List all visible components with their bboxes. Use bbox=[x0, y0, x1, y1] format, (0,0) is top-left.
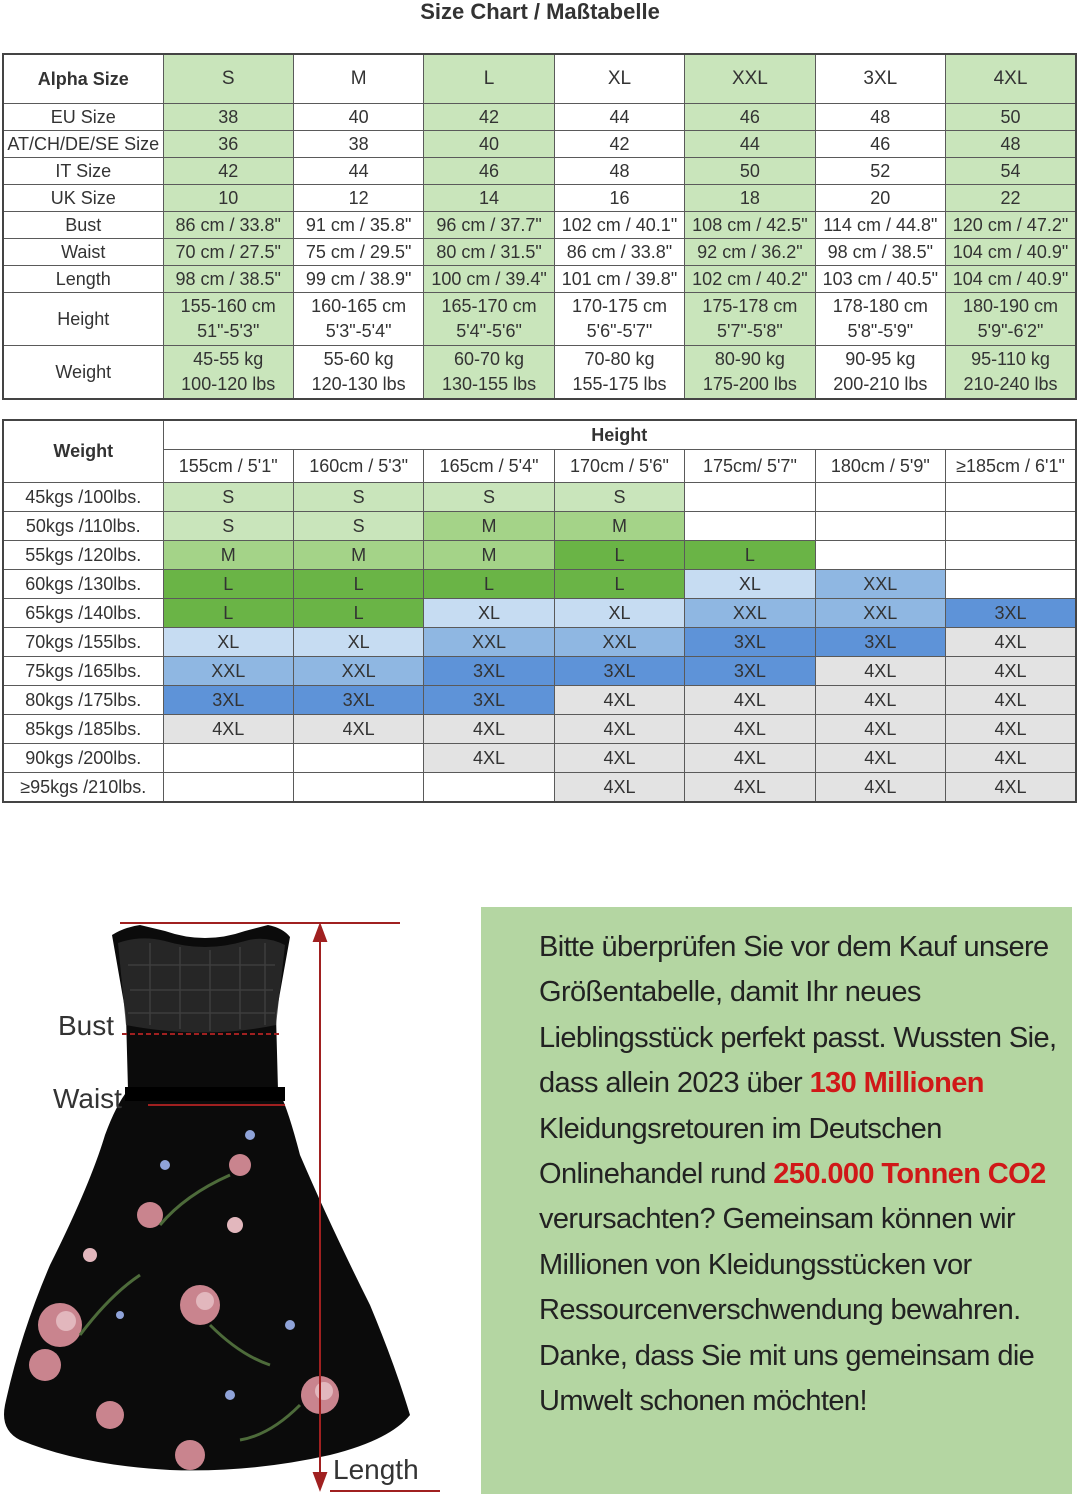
matrix-size-cell: 3XL bbox=[685, 628, 815, 657]
matrix-size-cell: S bbox=[424, 483, 554, 512]
matrix-size-cell: XXL bbox=[424, 628, 554, 657]
matrix-size-cell bbox=[163, 744, 293, 773]
matrix-weight-cell: 55kgs /120lbs. bbox=[3, 541, 163, 570]
notice-highlight-returns: 130 Millionen bbox=[809, 1067, 984, 1100]
matrix-size-cell: L bbox=[554, 570, 684, 599]
matrix-height-header: 180cm / 5'9" bbox=[815, 450, 945, 483]
matrix-row bbox=[3, 512, 1076, 541]
matrix-size-cell: 4XL bbox=[946, 773, 1076, 803]
range-metric: 95-110 kg bbox=[971, 349, 1050, 369]
size-table-row bbox=[3, 104, 1076, 131]
size-range-cell bbox=[815, 293, 945, 346]
size-table bbox=[2, 53, 1077, 400]
matrix-weight-cell: 60kgs /130lbs. bbox=[3, 570, 163, 599]
matrix-size-cell: 4XL bbox=[946, 628, 1076, 657]
size-table-row bbox=[3, 212, 1076, 239]
matrix-size-cell: 4XL bbox=[815, 686, 945, 715]
range-imperial: 100-120 lbs bbox=[181, 374, 276, 394]
matrix-size-cell: 4XL bbox=[685, 744, 815, 773]
notice-text bbox=[539, 925, 1079, 1424]
size-range-cell bbox=[815, 346, 945, 400]
size-cell: 42 bbox=[163, 158, 293, 185]
range-imperial: 5'8"-5'9" bbox=[847, 321, 914, 341]
matrix-size-cell bbox=[685, 512, 815, 541]
matrix-height-header: 155cm / 5'1" bbox=[163, 450, 293, 483]
size-table-row bbox=[3, 266, 1076, 293]
size-cell: 50 bbox=[946, 104, 1076, 131]
size-cell: 42 bbox=[424, 104, 554, 131]
size-cell: 108 cm / 42.5" bbox=[685, 212, 815, 239]
size-range-cell bbox=[685, 346, 815, 400]
matrix-size-cell: 4XL bbox=[815, 773, 945, 803]
matrix-size-cell bbox=[815, 483, 945, 512]
size-cell: 40 bbox=[293, 104, 423, 131]
range-metric: 175-178 cm bbox=[702, 296, 798, 316]
matrix-size-cell: M bbox=[293, 541, 423, 570]
size-cell: 86 cm / 33.8" bbox=[554, 239, 684, 266]
size-cell: 42 bbox=[554, 131, 684, 158]
range-metric: 170-175 cm bbox=[571, 296, 667, 316]
size-range-cell bbox=[946, 346, 1076, 400]
size-table-weight-row bbox=[3, 346, 1076, 400]
size-cell: 98 cm / 38.5" bbox=[815, 239, 945, 266]
matrix-size-cell: L bbox=[163, 570, 293, 599]
matrix-size-cell: M bbox=[424, 512, 554, 541]
size-cell: 48 bbox=[554, 158, 684, 185]
matrix-size-cell: 3XL bbox=[293, 686, 423, 715]
matrix-size-cell: 3XL bbox=[424, 686, 554, 715]
matrix-weight-cell: 45kgs /100lbs. bbox=[3, 483, 163, 512]
dress-image bbox=[0, 895, 470, 1500]
size-table-height-row bbox=[3, 293, 1076, 346]
size-cell: 48 bbox=[815, 104, 945, 131]
matrix-size-cell: XXL bbox=[554, 628, 684, 657]
range-imperial: 175-200 lbs bbox=[702, 374, 797, 394]
matrix-size-cell: XXL bbox=[163, 657, 293, 686]
size-cell: 46 bbox=[815, 131, 945, 158]
matrix-height-header: ≥185cm / 6'1" bbox=[946, 450, 1076, 483]
matrix-size-cell: XL bbox=[163, 628, 293, 657]
range-metric: 90-95 kg bbox=[845, 349, 916, 369]
size-cell: 38 bbox=[163, 104, 293, 131]
notice-panel bbox=[481, 907, 1072, 1494]
size-cell: 92 cm / 36.2" bbox=[685, 239, 815, 266]
size-cell: 102 cm / 40.2" bbox=[685, 266, 815, 293]
matrix-weight-cell: 65kgs /140lbs. bbox=[3, 599, 163, 628]
matrix-weight-label: Weight bbox=[3, 420, 163, 483]
size-cell: 101 cm / 39.8" bbox=[554, 266, 684, 293]
size-cell: 44 bbox=[554, 104, 684, 131]
size-cell: 70 cm / 27.5" bbox=[163, 239, 293, 266]
matrix-size-cell bbox=[946, 541, 1076, 570]
matrix-size-cell bbox=[815, 541, 945, 570]
matrix-size-cell bbox=[946, 512, 1076, 541]
matrix-weight-cell: 90kgs /200lbs. bbox=[3, 744, 163, 773]
matrix-row bbox=[3, 686, 1076, 715]
matrix-size-cell: XXL bbox=[815, 570, 945, 599]
size-table-header-row bbox=[3, 54, 1076, 104]
size-table-row bbox=[3, 185, 1076, 212]
matrix-header-row bbox=[3, 420, 1076, 450]
matrix-size-cell: XL bbox=[685, 570, 815, 599]
matrix-weight-cell: ≥95kgs /210lbs. bbox=[3, 773, 163, 803]
matrix-size-cell: M bbox=[424, 541, 554, 570]
size-cell: 46 bbox=[685, 104, 815, 131]
matrix-weight-cell: 80kgs /175lbs. bbox=[3, 686, 163, 715]
range-imperial: 130-155 lbs bbox=[442, 374, 537, 394]
notice-p3: Gemeinsam können wir Millionen von Kleidungsstücken vor Ressourcenverschwendung bewahren. bbox=[539, 1203, 1021, 1327]
notice-p2a: Wussten Sie, dass allein 2023 über bbox=[539, 1021, 1057, 1100]
size-cell: 44 bbox=[293, 158, 423, 185]
size-cell: 120 cm / 47.2" bbox=[946, 212, 1076, 239]
range-imperial: 5'4"-5'6" bbox=[456, 321, 522, 341]
matrix-size-cell: 3XL bbox=[163, 686, 293, 715]
matrix-size-cell: L bbox=[163, 599, 293, 628]
header-size-xxl: XXL bbox=[685, 54, 815, 104]
size-range-cell bbox=[685, 293, 815, 346]
size-cell: 86 cm / 33.8" bbox=[163, 212, 293, 239]
size-cell: 104 cm / 40.9" bbox=[946, 239, 1076, 266]
range-imperial: 5'9"-6'2" bbox=[977, 321, 1044, 341]
size-row-label: AT/CH/DE/SE Size bbox=[3, 131, 163, 158]
matrix-size-cell bbox=[163, 773, 293, 803]
range-metric: 60-70 kg bbox=[454, 349, 525, 369]
matrix-size-cell: 4XL bbox=[946, 686, 1076, 715]
size-cell: 102 cm / 40.1" bbox=[554, 212, 684, 239]
matrix-size-cell: 4XL bbox=[946, 657, 1076, 686]
size-cell: 16 bbox=[554, 185, 684, 212]
size-row-label: IT Size bbox=[3, 158, 163, 185]
range-metric: 70-80 kg bbox=[584, 349, 655, 369]
header-size-4xl: 4XL bbox=[946, 54, 1076, 104]
matrix-size-cell: 4XL bbox=[554, 686, 684, 715]
dress-figure bbox=[4, 925, 410, 1470]
matrix-heights-row bbox=[3, 450, 1076, 483]
size-range-cell bbox=[293, 346, 423, 400]
matrix-size-cell: XXL bbox=[815, 599, 945, 628]
size-table-row bbox=[3, 158, 1076, 185]
notice-p1: Bitte überprüfen Sie vor dem Kauf unsere Größentabelle, damit Ihr neues Lieblingsstück perfekt passt. bbox=[539, 931, 1049, 1054]
size-cell: 40 bbox=[424, 131, 554, 158]
matrix-row bbox=[3, 657, 1076, 686]
size-cell: 100 cm / 39.4" bbox=[424, 266, 554, 293]
range-metric: 80-90 kg bbox=[714, 349, 785, 369]
range-imperial: 155-175 lbs bbox=[572, 374, 667, 394]
range-metric: 155-160 cm bbox=[180, 296, 276, 316]
matrix-size-cell bbox=[685, 483, 815, 512]
waist-label: Waist bbox=[53, 1083, 122, 1114]
matrix-row bbox=[3, 570, 1076, 599]
size-cell: 52 bbox=[815, 158, 945, 185]
size-range-cell bbox=[554, 293, 684, 346]
matrix-row bbox=[3, 599, 1076, 628]
matrix-height-label: Height bbox=[163, 420, 1076, 450]
matrix-size-cell: L bbox=[685, 541, 815, 570]
size-cell: 91 cm / 35.8" bbox=[293, 212, 423, 239]
matrix-size-cell: 3XL bbox=[815, 628, 945, 657]
size-row-label: Waist bbox=[3, 239, 163, 266]
size-cell: 48 bbox=[946, 131, 1076, 158]
matrix-size-cell: 4XL bbox=[163, 715, 293, 744]
matrix-size-cell: 4XL bbox=[554, 773, 684, 803]
matrix-size-cell bbox=[293, 773, 423, 803]
matrix-size-cell: S bbox=[554, 483, 684, 512]
size-cell: 38 bbox=[293, 131, 423, 158]
range-metric: 178-180 cm bbox=[832, 296, 928, 316]
matrix-size-cell: 4XL bbox=[815, 657, 945, 686]
matrix-size-cell: XXL bbox=[293, 657, 423, 686]
notice-p2e: verursachten? bbox=[539, 1203, 715, 1236]
size-cell: 50 bbox=[685, 158, 815, 185]
size-cell: 44 bbox=[685, 131, 815, 158]
matrix-size-cell bbox=[946, 483, 1076, 512]
size-row-label: Length bbox=[3, 266, 163, 293]
range-imperial: 200-210 lbs bbox=[833, 374, 928, 394]
size-row-label: UK Size bbox=[3, 185, 163, 212]
size-table-row bbox=[3, 131, 1076, 158]
matrix-row bbox=[3, 628, 1076, 657]
header-size-3xl: 3XL bbox=[815, 54, 945, 104]
size-cell: 12 bbox=[293, 185, 423, 212]
size-range-cell bbox=[946, 293, 1076, 346]
size-cell: 22 bbox=[946, 185, 1076, 212]
matrix-size-cell: S bbox=[293, 483, 423, 512]
notice-highlight-co2: 250.000 Tonnen CO2 bbox=[773, 1158, 1046, 1191]
range-imperial: 51"-5'3" bbox=[197, 321, 260, 341]
matrix-size-cell: 4XL bbox=[554, 744, 684, 773]
matrix-height-header: 170cm / 5'6" bbox=[554, 450, 684, 483]
size-cell: 103 cm / 40.5" bbox=[815, 266, 945, 293]
size-cell: 20 bbox=[815, 185, 945, 212]
range-metric: 55-60 kg bbox=[323, 349, 394, 369]
matrix-size-cell: XXL bbox=[685, 599, 815, 628]
matrix-size-cell: M bbox=[554, 512, 684, 541]
size-cell: 114 cm / 44.8" bbox=[815, 212, 945, 239]
matrix-size-cell: L bbox=[424, 570, 554, 599]
size-cell: 99 cm / 38.9" bbox=[293, 266, 423, 293]
size-cell: 96 cm / 37.7" bbox=[424, 212, 554, 239]
range-imperial: 210-240 lbs bbox=[963, 374, 1058, 394]
matrix-row bbox=[3, 715, 1076, 744]
notice-p4: Danke, dass Sie mit uns gemeinsam die Umwelt schonen möchten! bbox=[539, 1339, 1035, 1418]
matrix-size-cell bbox=[293, 744, 423, 773]
matrix-size-cell: 4XL bbox=[946, 715, 1076, 744]
matrix-size-cell: 4XL bbox=[554, 715, 684, 744]
matrix-size-cell: 3XL bbox=[424, 657, 554, 686]
size-row-label: Weight bbox=[3, 346, 163, 400]
size-cell: 14 bbox=[424, 185, 554, 212]
size-cell: 80 cm / 31.5" bbox=[424, 239, 554, 266]
size-range-cell bbox=[293, 293, 423, 346]
size-row-label: Bust bbox=[3, 212, 163, 239]
matrix-weight-cell: 50kgs /110lbs. bbox=[3, 512, 163, 541]
size-range-cell bbox=[163, 346, 293, 400]
matrix-height-header: 160cm / 5'3" bbox=[293, 450, 423, 483]
range-metric: 45-55 kg bbox=[193, 349, 264, 369]
matrix-size-cell: L bbox=[554, 541, 684, 570]
matrix-size-cell: XL bbox=[554, 599, 684, 628]
dress-illustration bbox=[0, 895, 470, 1500]
range-metric: 160-165 cm bbox=[311, 296, 407, 316]
matrix-size-cell: L bbox=[293, 599, 423, 628]
page-title: Size Chart / Maßtabelle bbox=[420, 0, 660, 24]
size-row-label: EU Size bbox=[3, 104, 163, 131]
matrix-size-cell: XL bbox=[424, 599, 554, 628]
matrix-size-cell: S bbox=[293, 512, 423, 541]
matrix-row bbox=[3, 483, 1076, 512]
matrix-size-cell: S bbox=[163, 512, 293, 541]
size-matrix-table bbox=[2, 419, 1077, 803]
header-size-l: L bbox=[424, 54, 554, 104]
header-size-s: S bbox=[163, 54, 293, 104]
length-label: Length bbox=[333, 1454, 419, 1485]
matrix-height-header: 175cm/ 5'7" bbox=[685, 450, 815, 483]
notice-p2c: Kleidungsretouren im Deutschen Onlinehandel rund bbox=[539, 1112, 942, 1191]
matrix-size-cell bbox=[424, 773, 554, 803]
range-imperial: 5'7"-5'8" bbox=[717, 321, 783, 341]
size-cell: 75 cm / 29.5" bbox=[293, 239, 423, 266]
header-size-m: M bbox=[293, 54, 423, 104]
matrix-row bbox=[3, 773, 1076, 803]
size-cell: 98 cm / 38.5" bbox=[163, 266, 293, 293]
range-imperial: 5'3"-5'4" bbox=[325, 321, 392, 341]
matrix-size-cell: XL bbox=[293, 628, 423, 657]
size-cell: 10 bbox=[163, 185, 293, 212]
size-cell: 104 cm / 40.9" bbox=[946, 266, 1076, 293]
matrix-size-cell: 4XL bbox=[685, 686, 815, 715]
range-metric: 180-190 cm bbox=[962, 296, 1059, 316]
size-row-label: Height bbox=[3, 293, 163, 346]
size-range-cell bbox=[424, 293, 554, 346]
size-range-cell bbox=[424, 346, 554, 400]
header-size-xl: XL bbox=[554, 54, 684, 104]
matrix-height-header: 165cm / 5'4" bbox=[424, 450, 554, 483]
matrix-size-cell: 4XL bbox=[424, 744, 554, 773]
matrix-size-cell: S bbox=[163, 483, 293, 512]
size-cell: 54 bbox=[946, 158, 1076, 185]
matrix-size-cell: M bbox=[163, 541, 293, 570]
size-range-cell bbox=[554, 346, 684, 400]
matrix-size-cell: 4XL bbox=[293, 715, 423, 744]
size-cell: 46 bbox=[424, 158, 554, 185]
range-imperial: 5'6"-5'7" bbox=[586, 321, 653, 341]
matrix-row bbox=[3, 541, 1076, 570]
matrix-size-cell: 4XL bbox=[685, 773, 815, 803]
matrix-size-cell: 4XL bbox=[946, 744, 1076, 773]
matrix-row bbox=[3, 744, 1076, 773]
bust-label: Bust bbox=[58, 1010, 115, 1041]
range-imperial: 120-130 lbs bbox=[311, 374, 406, 394]
matrix-size-cell: 3XL bbox=[946, 599, 1076, 628]
header-alpha-size: Alpha Size bbox=[3, 54, 163, 104]
matrix-weight-cell: 70kgs /155lbs. bbox=[3, 628, 163, 657]
size-table-row bbox=[3, 239, 1076, 266]
matrix-weight-cell: 75kgs /165lbs. bbox=[3, 657, 163, 686]
matrix-size-cell: 4XL bbox=[815, 715, 945, 744]
matrix-size-cell bbox=[815, 512, 945, 541]
matrix-size-cell: L bbox=[293, 570, 423, 599]
size-range-cell bbox=[163, 293, 293, 346]
matrix-size-cell: 3XL bbox=[554, 657, 684, 686]
matrix-size-cell: 4XL bbox=[424, 715, 554, 744]
size-cell: 36 bbox=[163, 131, 293, 158]
matrix-size-cell bbox=[946, 570, 1076, 599]
range-metric: 165-170 cm bbox=[441, 296, 537, 316]
matrix-size-cell: 4XL bbox=[815, 744, 945, 773]
size-cell: 18 bbox=[685, 185, 815, 212]
matrix-size-cell: 4XL bbox=[685, 715, 815, 744]
matrix-size-cell: 3XL bbox=[685, 657, 815, 686]
matrix-weight-cell: 85kgs /185lbs. bbox=[3, 715, 163, 744]
